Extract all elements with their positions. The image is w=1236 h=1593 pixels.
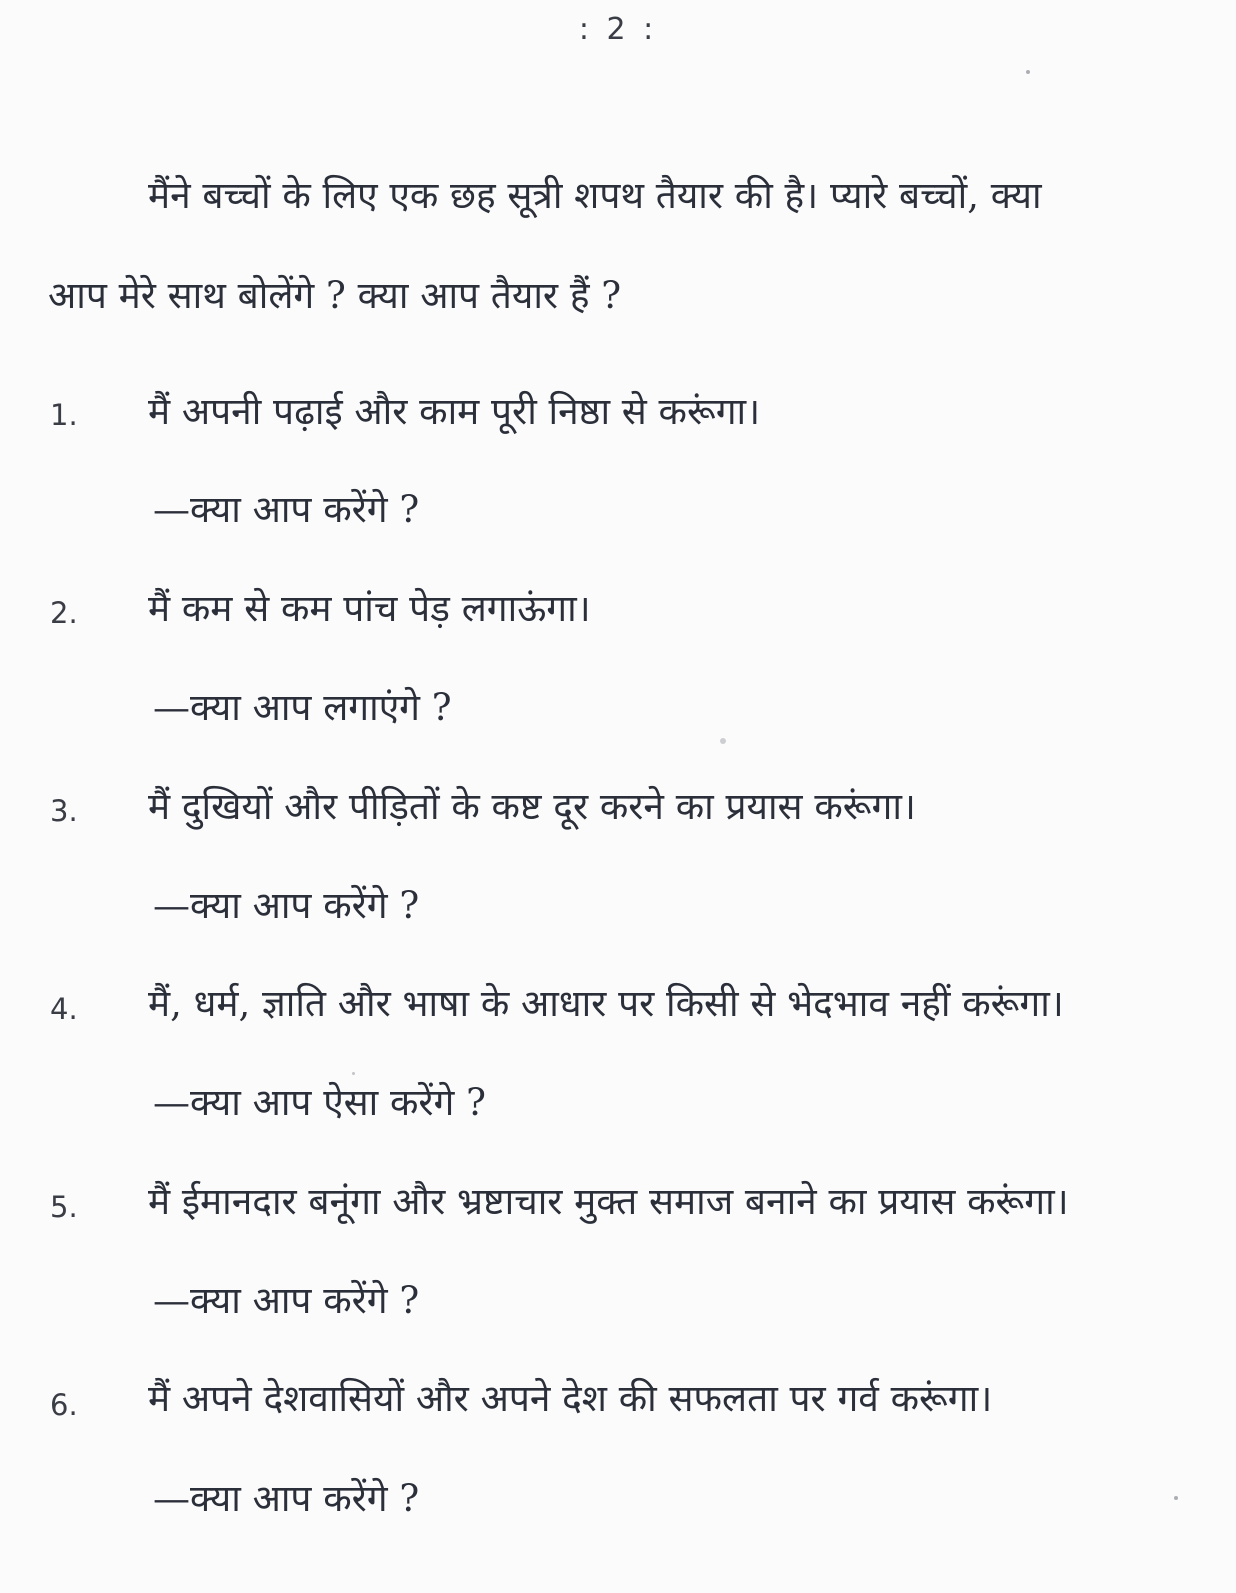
pledge-number: 2. [50, 596, 78, 630]
pledge-response: —क्या आप ऐसा करेंगे ? [153, 1081, 486, 1124]
pledge-text: मैं, धर्म, ज्ञाति और भाषा के आधार पर किसी से भेदभाव नहीं करूंगा। [148, 982, 1064, 1025]
pledge-number: 1. [50, 398, 78, 432]
pledge-number: 5. [50, 1190, 78, 1224]
pledge-number: 3. [50, 794, 78, 828]
scan-speck [352, 1072, 355, 1075]
intro-line-1: मैंने बच्चों के लिए एक छह सूत्री शपथ तैयार की है। प्यारे बच्चों, क्या [148, 174, 1042, 217]
pledge-text: मैं दुखियों और पीड़ितों के कष्ट दूर करने का प्रयास करूंगा। [148, 785, 916, 828]
pledge-text: मैं अपनी पढ़ाई और काम पूरी निष्ठा से करूंगा। [148, 390, 761, 433]
scan-speck [720, 738, 726, 744]
pledge-text: मैं ईमानदार बनूंगा और भ्रष्टाचार मुक्त समाज बनाने का प्रयास करूंगा। [148, 1180, 1069, 1223]
pledge-number: 6. [50, 1388, 78, 1422]
intro-line-2: आप मेरे साथ बोलेंगे ? क्या आप तैयार हैं ? [48, 274, 622, 317]
pledge-text: मैं अपने देशवासियों और अपने देश की सफलता पर गर्व करूंगा। [148, 1377, 993, 1420]
pledge-response: —क्या आप लगाएंगे ? [153, 686, 452, 729]
scan-speck [1174, 1496, 1178, 1500]
pledge-response: —क्या आप करेंगे ? [153, 1279, 420, 1322]
pledge-response: —क्या आप करेंगे ? [153, 1477, 420, 1520]
pledge-number: 4. [50, 992, 78, 1026]
pledge-response: —क्या आप करेंगे ? [153, 488, 420, 531]
page-number: : 2 : [578, 12, 658, 47]
pledge-response: —क्या आप करेंगे ? [153, 884, 420, 927]
pledge-text: मैं कम से कम पांच पेड़ लगाऊंगा। [148, 587, 591, 630]
scan-speck [1026, 70, 1030, 74]
